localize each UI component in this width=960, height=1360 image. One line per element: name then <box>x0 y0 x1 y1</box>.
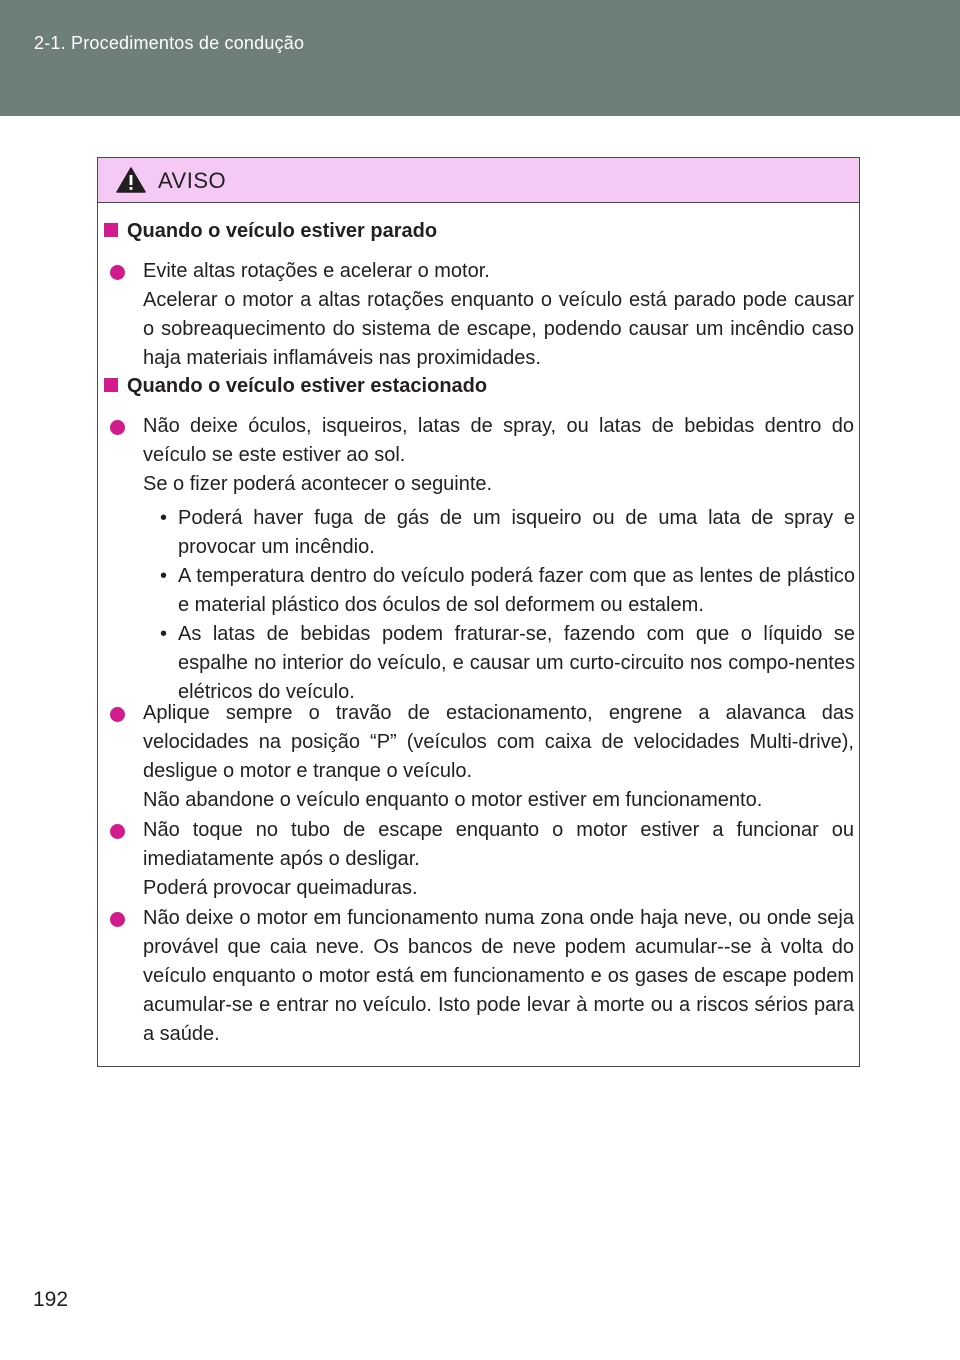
page-number: 192 <box>33 1288 69 1311</box>
list-item-text: Poderá haver fuga de gás de um isqueiro ou de uma lata de spray e provocar um incêndio. <box>178 507 855 558</box>
bullet-dot-icon <box>110 265 125 280</box>
list-item: • A temperatura dentro do veículo poderá fazer com que as lentes de plástico e material plástico dos óculos de sol deformem ou estalem. <box>160 565 855 616</box>
bullet-dot-icon <box>110 707 125 722</box>
item-text: Não toque no tubo de escape enquanto o motor estiver a funcionar ou imediatamente após o desligar. <box>143 819 854 870</box>
item-text: Aplique sempre o travão de estacionamento, engrene a alavanca das velocidades na posição “P” (veículos com caixa de velocidades Multi-drive), desligue o motor e tranque o veículo. <box>143 702 854 782</box>
warning-item <box>143 412 854 499</box>
list-item: • As latas de bebidas podem fraturar-se, fazendo com que o líquido se espalhe no interior do veículo, e causar um curto-circuito nos compo-nentes elétricos do veículo. <box>160 623 855 703</box>
item-text: Evite altas rotações e acelerar o motor. <box>143 260 490 282</box>
item-text: Acelerar o motor a altas rotações enquanto o veículo está parado pode causar o sobreaquecimento do sistema de escape, podendo causar um incêndio caso haja materiais inflamáveis nas proximidades. <box>143 289 854 369</box>
item-text: Poderá provocar queimaduras. <box>143 877 418 899</box>
warning-item <box>143 904 854 1049</box>
section-square-icon <box>104 378 118 392</box>
list-item-text: As latas de bebidas podem fraturar-se, fazendo com que o líquido se espalhe no interior do veículo, e causar um curto-circuito nos compo-nentes elétricos do veículo. <box>178 623 855 703</box>
section-heading-parado: Quando o veículo estiver parado <box>127 220 438 242</box>
page-header <box>0 0 960 116</box>
bullet-dot-icon <box>110 824 125 839</box>
list-item: • Poderá haver fuga de gás de um isqueiro ou de uma lata de spray e provocar um incêndio. <box>160 507 855 558</box>
list-item-text: A temperatura dentro do veículo poderá fazer com que as lentes de plástico e material plástico dos óculos de sol deformem ou estalem. <box>178 565 855 616</box>
warning-triangle-icon <box>116 167 146 193</box>
bullet-dot-icon <box>110 912 125 927</box>
warning-header <box>98 158 859 203</box>
warning-box <box>97 157 860 1067</box>
bullet-dot-icon <box>110 420 125 435</box>
section-heading-estacionado: Quando o veículo estiver estacionado <box>127 375 488 397</box>
item-text: Não deixe o motor em funcionamento numa zona onde haja neve, ou onde seja provável que caia neve. Os bancos de neve podem acumular--se à volta do veículo enquanto o motor está em funcionamento e os gases de escape podem acumular-se e entrar no veículo. Isto pode levar à morte ou a riscos sérios para a saúde. <box>143 907 854 1045</box>
warning-item <box>143 257 854 373</box>
section-square-icon <box>104 223 118 237</box>
section-title: 2-1. Procedimentos de condução <box>34 33 305 53</box>
item-text: Se o fizer poderá acontecer o seguinte. <box>143 473 493 495</box>
warning-item <box>143 699 854 815</box>
item-text: Não abandone o veículo enquanto o motor estiver em funcionamento. <box>143 789 763 811</box>
item-text: Não deixe óculos, isqueiros, latas de spray, ou latas de bebidas dentro do veículo se este estiver ao sol. <box>143 415 854 466</box>
warning-item <box>143 816 854 903</box>
sub-bullet-list <box>160 504 855 707</box>
warning-label: AVISO <box>158 168 227 193</box>
